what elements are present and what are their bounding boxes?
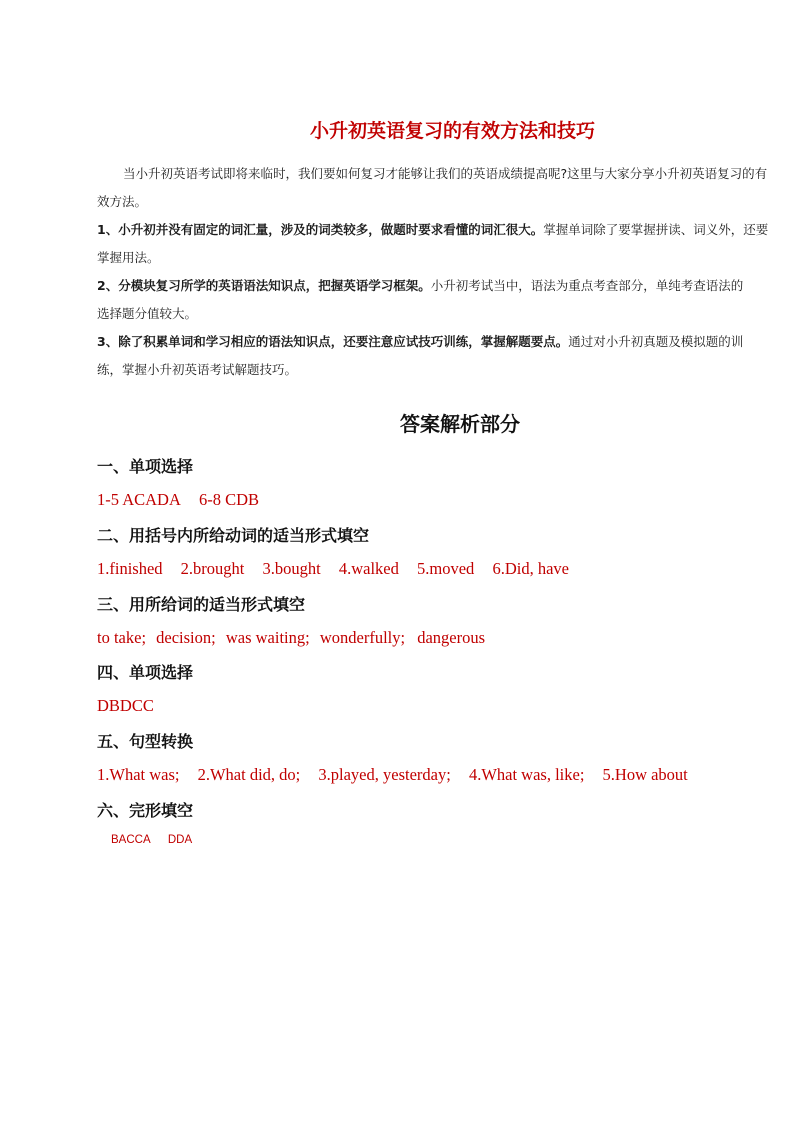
answer-item: 3.played, yesterday; xyxy=(318,765,451,784)
point-1-rest: 掌握单词除了要掌握拼读、词义外，还要 xyxy=(543,222,769,237)
section-4-heading: 四、单项选择 xyxy=(97,663,194,682)
section-6-answers xyxy=(97,834,794,846)
point-2-rest: 小升初考试当中，语法为重点考查部分，单纯考查语法的 xyxy=(430,278,744,293)
point-2 xyxy=(97,272,794,300)
point-3 xyxy=(97,328,794,356)
answer-item: 2.brought xyxy=(180,559,245,578)
answer-section-title: 答案解析部分 xyxy=(400,412,520,436)
point-2-continued: 选择题分值较大。 xyxy=(97,306,198,321)
section-6-heading: 六、完形填空 xyxy=(97,801,194,820)
section-3-answers xyxy=(97,628,794,648)
point-3-continued: 练，掌握小升初英语考试解题技巧。 xyxy=(97,362,298,377)
intro-line-2: 效方法。 xyxy=(97,194,148,209)
answer-item: DBDCC xyxy=(97,696,154,715)
point-2-bold: 2、分模块复习所学的英语语法知识点，把握英语学习框架。 xyxy=(97,278,431,293)
answer-item: 6.Did, have xyxy=(492,559,569,578)
point-3-rest: 通过对小升初真题及模拟题的训 xyxy=(568,334,744,349)
answer-item: 1.finished xyxy=(97,559,163,578)
answer-item: 5.How about xyxy=(602,765,688,784)
answer-item: 5.moved xyxy=(417,559,475,578)
section-1-answers xyxy=(97,490,794,510)
tips-title: 小升初英语复习的有效方法和技巧 xyxy=(310,120,596,142)
point-3-bold: 3、除了积累单词和学习相应的语法知识点，还要注意应试技巧训练，掌握解题要点。 xyxy=(97,334,569,349)
section-5-heading: 五、句型转换 xyxy=(97,732,194,751)
answer-item: 3.bought xyxy=(262,559,321,578)
answer-item: 4.What was, like; xyxy=(468,765,585,784)
section-2-heading: 二、用括号内所给动词的适当形式填空 xyxy=(97,526,370,545)
answer-item: dangerous xyxy=(417,628,486,647)
answer-item: 6-8 CDB xyxy=(199,490,260,509)
answer-item: to take; xyxy=(97,628,147,647)
answer-item: 1.What was; xyxy=(97,765,180,784)
section-4-answers xyxy=(97,696,794,716)
answer-item: decision; xyxy=(156,628,216,647)
answer-item: 2.What did, do; xyxy=(197,765,301,784)
answer-item: was waiting; xyxy=(225,628,310,647)
point-1 xyxy=(97,216,794,244)
section-3-heading: 三、用所给词的适当形式填空 xyxy=(97,595,306,614)
answer-item: 1-5 ACADA xyxy=(97,490,181,509)
intro-line-1: 当小升初英语考试即将来临时，我们要如何复习才能够让我们的英语成绩提高呢?这里与大家分享小升初英语复习的有 xyxy=(123,166,768,181)
point-1-continued: 掌握用法。 xyxy=(97,250,160,265)
tips-body xyxy=(97,160,794,384)
section-2-answers xyxy=(97,559,794,579)
point-1-bold: 1、小升初并没有固定的词汇量，涉及的词类较多，做题时要求看懂的词汇很大。 xyxy=(97,222,544,237)
section-1-heading: 一、单项选择 xyxy=(97,457,194,476)
answer-item: BACCA xyxy=(111,834,151,846)
answer-item: DDA xyxy=(167,834,193,846)
section-5-answers xyxy=(97,765,794,785)
answer-item: 4.walked xyxy=(338,559,399,578)
answer-item: wonderfully; xyxy=(319,628,406,647)
